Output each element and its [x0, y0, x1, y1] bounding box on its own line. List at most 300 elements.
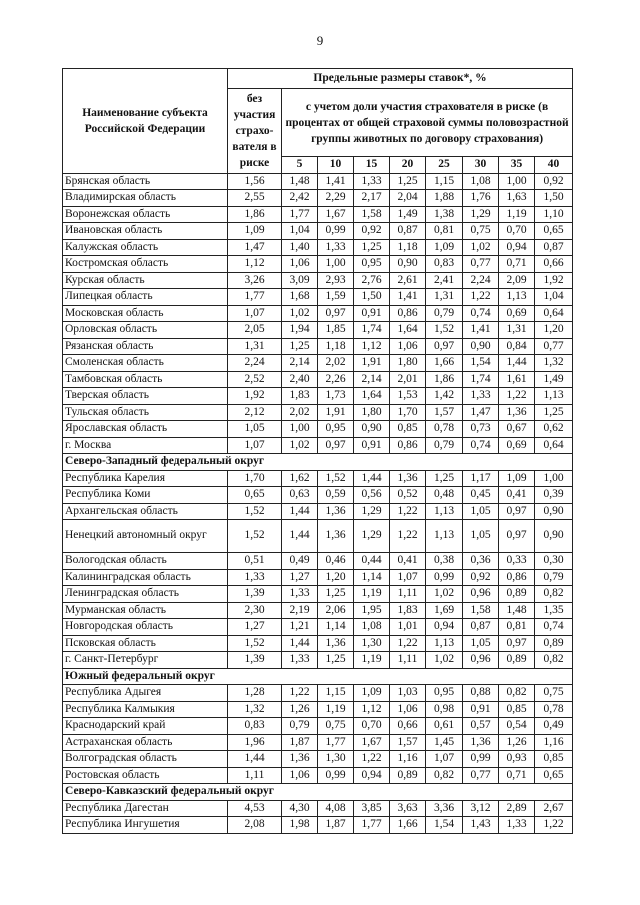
rate-share-25: 3,36 [426, 800, 463, 817]
rate-share-5: 1,00 [282, 421, 318, 438]
rate-share-30: 1,05 [463, 635, 499, 652]
rate-share-30: 0,96 [463, 586, 499, 603]
rate-share-40: 0,90 [535, 503, 573, 520]
rate-share-10: 0,46 [318, 553, 354, 570]
rate-share-10: 1,19 [318, 701, 354, 718]
rate-share-5: 1,33 [282, 652, 318, 669]
region-name: Калужская область [63, 239, 228, 256]
rate-share-10: 0,97 [318, 437, 354, 454]
rate-share-25: 1,02 [426, 586, 463, 603]
region-name: Костромская область [63, 256, 228, 273]
rate-share-35: 0,69 [499, 305, 535, 322]
rate-no-share: 1,47 [228, 239, 282, 256]
rate-no-share: 1,11 [228, 767, 282, 784]
table-row [63, 800, 573, 817]
table-row [63, 371, 573, 388]
region-name: Краснодарский край [63, 718, 228, 735]
rate-share-30: 0,87 [463, 619, 499, 636]
region-name: Ивановская область [63, 223, 228, 240]
rate-share-35: 1,48 [499, 602, 535, 619]
rate-share-30: 1,36 [463, 734, 499, 751]
rate-share-40: 0,39 [535, 487, 573, 504]
rate-share-35: 1,26 [499, 734, 535, 751]
rate-share-5: 1,94 [282, 322, 318, 339]
region-name: Республика Коми [63, 487, 228, 504]
rate-share-40: 0,89 [535, 635, 573, 652]
rate-share-30: 0,45 [463, 487, 499, 504]
rate-share-25: 0,81 [426, 223, 463, 240]
table-row [63, 404, 573, 421]
table-row [63, 206, 573, 223]
rate-share-35: 0,94 [499, 239, 535, 256]
rate-share-25: 0,38 [426, 553, 463, 570]
region-name: Тамбовская область [63, 371, 228, 388]
rate-share-30: 0,77 [463, 256, 499, 273]
header-share-30: 30 [463, 157, 499, 174]
rate-share-35: 1,19 [499, 206, 535, 223]
rate-share-15: 2,14 [354, 371, 390, 388]
rate-share-5: 1,77 [282, 206, 318, 223]
rate-no-share: 1,12 [228, 256, 282, 273]
rate-share-20: 1,53 [390, 388, 426, 405]
rate-no-share: 1,86 [228, 206, 282, 223]
rate-no-share: 1,52 [228, 520, 282, 553]
rate-share-35: 1,61 [499, 371, 535, 388]
rate-no-share: 4,53 [228, 800, 282, 817]
rate-share-30: 1,74 [463, 371, 499, 388]
rate-share-10: 1,85 [318, 322, 354, 339]
rate-share-15: 0,91 [354, 437, 390, 454]
rate-share-10: 1,73 [318, 388, 354, 405]
rate-share-15: 1,67 [354, 734, 390, 751]
rate-share-20: 0,86 [390, 437, 426, 454]
rate-share-25: 1,31 [426, 289, 463, 306]
rate-share-5: 1,02 [282, 305, 318, 322]
rate-no-share: 1,52 [228, 503, 282, 520]
rate-no-share: 1,33 [228, 569, 282, 586]
rate-share-20: 3,63 [390, 800, 426, 817]
rate-share-20: 1,66 [390, 817, 426, 834]
rate-share-20: 0,52 [390, 487, 426, 504]
table-row [63, 685, 573, 702]
rate-share-40: 0,30 [535, 553, 573, 570]
rate-share-25: 1,86 [426, 371, 463, 388]
rate-share-20: 1,07 [390, 569, 426, 586]
rate-share-35: 2,09 [499, 272, 535, 289]
rate-no-share: 2,08 [228, 817, 282, 834]
rate-share-25: 1,66 [426, 355, 463, 372]
rate-share-5: 1,02 [282, 437, 318, 454]
rate-share-40: 0,74 [535, 619, 573, 636]
rate-share-25: 1,54 [426, 817, 463, 834]
rate-share-40: 1,49 [535, 371, 573, 388]
rate-share-5: 1,25 [282, 338, 318, 355]
rate-share-15: 0,56 [354, 487, 390, 504]
rate-share-40: 2,67 [535, 800, 573, 817]
header-share-5: 5 [282, 157, 318, 174]
rate-share-20: 1,70 [390, 404, 426, 421]
rate-share-30: 1,41 [463, 322, 499, 339]
rate-share-30: 1,54 [463, 355, 499, 372]
table-row [63, 619, 573, 636]
region-name: Смоленская область [63, 355, 228, 372]
table-row [63, 520, 573, 553]
header-share-25: 25 [426, 157, 463, 174]
rate-share-25: 2,41 [426, 272, 463, 289]
rate-share-10: 1,36 [318, 520, 354, 553]
rate-share-20: 2,01 [390, 371, 426, 388]
rate-share-25: 1,13 [426, 520, 463, 553]
rate-share-5: 2,14 [282, 355, 318, 372]
rate-share-30: 1,02 [463, 239, 499, 256]
rate-share-5: 1,22 [282, 685, 318, 702]
rate-share-20: 1,06 [390, 701, 426, 718]
rate-share-25: 0,61 [426, 718, 463, 735]
rate-share-20: 1,22 [390, 635, 426, 652]
table-row [63, 718, 573, 735]
rate-no-share: 2,55 [228, 190, 282, 207]
rate-share-30: 0,74 [463, 305, 499, 322]
rate-share-35: 0,41 [499, 487, 535, 504]
rate-share-30: 2,24 [463, 272, 499, 289]
rate-share-30: 0,88 [463, 685, 499, 702]
rate-share-5: 1,06 [282, 767, 318, 784]
rate-share-25: 1,09 [426, 239, 463, 256]
rate-share-25: 0,48 [426, 487, 463, 504]
rate-share-10: 1,25 [318, 652, 354, 669]
rate-share-5: 1,26 [282, 701, 318, 718]
table-body [63, 173, 573, 833]
rate-share-15: 0,92 [354, 223, 390, 240]
rate-share-10: 1,20 [318, 569, 354, 586]
section-row [63, 784, 573, 801]
rate-no-share: 1,70 [228, 470, 282, 487]
rate-share-5: 1,36 [282, 751, 318, 768]
rate-share-35: 1,31 [499, 322, 535, 339]
rate-share-15: 1,74 [354, 322, 390, 339]
rate-share-25: 0,79 [426, 305, 463, 322]
rate-share-10: 1,87 [318, 817, 354, 834]
region-name: Астраханская область [63, 734, 228, 751]
rate-share-25: 1,25 [426, 470, 463, 487]
rate-share-10: 1,59 [318, 289, 354, 306]
rate-share-15: 2,17 [354, 190, 390, 207]
rate-share-30: 3,12 [463, 800, 499, 817]
rate-share-25: 1,02 [426, 652, 463, 669]
rate-share-35: 0,33 [499, 553, 535, 570]
rate-share-10: 1,91 [318, 404, 354, 421]
rate-share-35: 0,93 [499, 751, 535, 768]
rate-share-5: 1,44 [282, 635, 318, 652]
rate-share-25: 1,07 [426, 751, 463, 768]
rate-share-5: 2,02 [282, 404, 318, 421]
table-row [63, 421, 573, 438]
rate-share-40: 1,20 [535, 322, 573, 339]
table-row [63, 586, 573, 603]
rate-share-30: 1,58 [463, 602, 499, 619]
region-name: Ленинградская область [63, 586, 228, 603]
rate-share-35: 0,67 [499, 421, 535, 438]
rate-share-20: 1,36 [390, 470, 426, 487]
region-name: г. Санкт-Петербург [63, 652, 228, 669]
rate-share-35: 0,86 [499, 569, 535, 586]
rate-share-20: 0,41 [390, 553, 426, 570]
header-no-share-column: без участия страхо-вателя в риске [228, 89, 282, 174]
rate-share-5: 1,33 [282, 586, 318, 603]
rate-share-5: 1,62 [282, 470, 318, 487]
region-name: Республика Ингушетия [63, 817, 228, 834]
region-name: Воронежская область [63, 206, 228, 223]
rate-no-share: 1,09 [228, 223, 282, 240]
rate-share-10: 0,75 [318, 718, 354, 735]
rate-share-40: 1,92 [535, 272, 573, 289]
rate-share-15: 1,08 [354, 619, 390, 636]
rate-share-40: 0,82 [535, 652, 573, 669]
section-row [63, 454, 573, 471]
rate-share-10: 2,29 [318, 190, 354, 207]
table-row [63, 239, 573, 256]
rates-table [62, 68, 573, 834]
rate-no-share: 1,44 [228, 751, 282, 768]
region-name: Тульская область [63, 404, 228, 421]
rate-no-share: 1,07 [228, 437, 282, 454]
table-row [63, 322, 573, 339]
rate-share-40: 1,32 [535, 355, 573, 372]
rate-share-35: 2,89 [499, 800, 535, 817]
rate-share-10: 2,06 [318, 602, 354, 619]
rate-share-40: 1,13 [535, 388, 573, 405]
rate-share-25: 0,79 [426, 437, 463, 454]
region-name: Республика Карелия [63, 470, 228, 487]
rate-share-5: 0,49 [282, 553, 318, 570]
rate-no-share: 1,32 [228, 701, 282, 718]
rate-share-10: 1,36 [318, 635, 354, 652]
rate-share-10: 0,59 [318, 487, 354, 504]
rate-share-35: 1,09 [499, 470, 535, 487]
rate-share-20: 0,89 [390, 767, 426, 784]
table-row [63, 272, 573, 289]
rate-share-10: 1,52 [318, 470, 354, 487]
rate-no-share: 1,39 [228, 652, 282, 669]
rate-share-35: 1,36 [499, 404, 535, 421]
rate-share-30: 0,99 [463, 751, 499, 768]
rate-share-15: 1,50 [354, 289, 390, 306]
rate-share-35: 1,13 [499, 289, 535, 306]
rate-share-20: 1,11 [390, 586, 426, 603]
rate-share-40: 0,85 [535, 751, 573, 768]
region-name: Ненецкий автономный округ [63, 520, 228, 553]
rate-no-share: 3,26 [228, 272, 282, 289]
rate-share-40: 0,62 [535, 421, 573, 438]
table-row [63, 503, 573, 520]
rate-no-share: 0,51 [228, 553, 282, 570]
rate-share-15: 0,95 [354, 256, 390, 273]
rate-share-10: 4,08 [318, 800, 354, 817]
rate-share-40: 0,65 [535, 767, 573, 784]
rate-share-10: 1,36 [318, 503, 354, 520]
rate-share-30: 1,33 [463, 388, 499, 405]
rate-share-5: 1,04 [282, 223, 318, 240]
rate-share-15: 1,33 [354, 173, 390, 190]
rate-share-35: 1,00 [499, 173, 535, 190]
rate-share-20: 1,83 [390, 602, 426, 619]
rate-share-30: 0,73 [463, 421, 499, 438]
rate-share-25: 0,95 [426, 685, 463, 702]
header-share-title: с учетом доли участия страхователя в риске (в процентах от общей страховой суммы половозрастной группы животных по договору страхования) [282, 89, 573, 157]
rate-share-20: 1,49 [390, 206, 426, 223]
section-title: Северо-Западный федеральный округ [63, 454, 573, 471]
rate-share-5: 1,27 [282, 569, 318, 586]
rate-share-10: 2,26 [318, 371, 354, 388]
header-name-column: Наименование субъекта Российской Федерации [63, 69, 228, 174]
rate-no-share: 1,96 [228, 734, 282, 751]
header-share-10: 10 [318, 157, 354, 174]
header-share-20: 20 [390, 157, 426, 174]
rate-share-35: 1,63 [499, 190, 535, 207]
rate-share-25: 1,45 [426, 734, 463, 751]
rate-share-35: 0,69 [499, 437, 535, 454]
rate-share-20: 1,01 [390, 619, 426, 636]
rate-share-10: 2,93 [318, 272, 354, 289]
rate-share-5: 1,40 [282, 239, 318, 256]
rate-share-10: 1,25 [318, 586, 354, 603]
rate-share-15: 0,91 [354, 305, 390, 322]
rate-share-35: 0,97 [499, 635, 535, 652]
rate-share-35: 1,22 [499, 388, 535, 405]
rate-share-30: 1,05 [463, 503, 499, 520]
rate-share-25: 1,88 [426, 190, 463, 207]
region-name: Московская область [63, 305, 228, 322]
rate-no-share: 2,24 [228, 355, 282, 372]
rate-share-15: 0,94 [354, 767, 390, 784]
rate-share-5: 1,48 [282, 173, 318, 190]
rate-share-40: 1,25 [535, 404, 573, 421]
rate-no-share: 1,77 [228, 289, 282, 306]
rate-share-5: 1,68 [282, 289, 318, 306]
rate-share-30: 1,43 [463, 817, 499, 834]
rate-share-40: 0,77 [535, 338, 573, 355]
table-row [63, 652, 573, 669]
rate-share-40: 0,82 [535, 586, 573, 603]
rate-no-share: 1,31 [228, 338, 282, 355]
rate-share-25: 1,52 [426, 322, 463, 339]
table-row [63, 338, 573, 355]
rate-share-30: 0,77 [463, 767, 499, 784]
region-name: Курская область [63, 272, 228, 289]
region-name: г. Москва [63, 437, 228, 454]
rate-share-20: 0,87 [390, 223, 426, 240]
region-name: Архангельская область [63, 503, 228, 520]
rate-share-15: 1,25 [354, 239, 390, 256]
rate-share-15: 1,44 [354, 470, 390, 487]
rate-share-15: 1,09 [354, 685, 390, 702]
rate-share-40: 1,50 [535, 190, 573, 207]
rate-share-20: 2,04 [390, 190, 426, 207]
rate-share-30: 1,76 [463, 190, 499, 207]
rate-share-30: 0,36 [463, 553, 499, 570]
table-row [63, 487, 573, 504]
header-share-35: 35 [499, 157, 535, 174]
region-name: Новгородская область [63, 619, 228, 636]
rate-share-15: 1,95 [354, 602, 390, 619]
rate-share-20: 1,22 [390, 503, 426, 520]
rate-share-35: 0,70 [499, 223, 535, 240]
region-name: Республика Калмыкия [63, 701, 228, 718]
rate-no-share: 1,39 [228, 586, 282, 603]
region-name: Владимирская область [63, 190, 228, 207]
rate-share-15: 1,12 [354, 701, 390, 718]
table-row [63, 635, 573, 652]
rate-no-share: 1,05 [228, 421, 282, 438]
rate-share-40: 0,65 [535, 223, 573, 240]
rate-share-20: 1,06 [390, 338, 426, 355]
rate-share-10: 1,14 [318, 619, 354, 636]
rate-share-20: 1,18 [390, 239, 426, 256]
rate-share-40: 0,90 [535, 520, 573, 553]
rate-share-40: 1,22 [535, 817, 573, 834]
section-title: Северо-Кавказский федеральный округ [63, 784, 573, 801]
rate-share-30: 0,57 [463, 718, 499, 735]
region-name: Рязанская область [63, 338, 228, 355]
rate-share-5: 2,42 [282, 190, 318, 207]
section-title: Южный федеральный округ [63, 668, 573, 685]
rate-share-20: 1,11 [390, 652, 426, 669]
rate-share-5: 2,19 [282, 602, 318, 619]
rate-share-10: 1,30 [318, 751, 354, 768]
rate-share-35: 0,85 [499, 701, 535, 718]
rate-share-40: 1,10 [535, 206, 573, 223]
rate-share-20: 1,80 [390, 355, 426, 372]
rate-share-5: 1,44 [282, 520, 318, 553]
rate-share-5: 1,44 [282, 503, 318, 520]
rate-share-5: 3,09 [282, 272, 318, 289]
rate-share-35: 0,54 [499, 718, 535, 735]
rate-share-15: 1,29 [354, 520, 390, 553]
rate-share-30: 1,22 [463, 289, 499, 306]
rate-share-40: 1,35 [535, 602, 573, 619]
rate-share-25: 1,69 [426, 602, 463, 619]
rate-share-20: 0,66 [390, 718, 426, 735]
rate-share-25: 0,78 [426, 421, 463, 438]
rate-share-15: 3,85 [354, 800, 390, 817]
rate-no-share: 1,07 [228, 305, 282, 322]
table-row [63, 289, 573, 306]
rate-share-20: 1,64 [390, 322, 426, 339]
rate-share-15: 1,77 [354, 817, 390, 834]
rate-share-10: 1,67 [318, 206, 354, 223]
rate-share-20: 0,85 [390, 421, 426, 438]
rate-share-20: 1,25 [390, 173, 426, 190]
rate-share-25: 1,38 [426, 206, 463, 223]
rate-share-25: 0,98 [426, 701, 463, 718]
rate-share-15: 1,91 [354, 355, 390, 372]
rate-share-40: 0,64 [535, 437, 573, 454]
rate-no-share: 0,65 [228, 487, 282, 504]
rate-share-15: 1,14 [354, 569, 390, 586]
rate-share-20: 1,03 [390, 685, 426, 702]
rate-share-10: 0,97 [318, 305, 354, 322]
rate-share-25: 0,83 [426, 256, 463, 273]
rate-share-25: 0,97 [426, 338, 463, 355]
rate-share-30: 0,75 [463, 223, 499, 240]
rate-share-10: 0,95 [318, 421, 354, 438]
table-row [63, 734, 573, 751]
rate-share-40: 0,66 [535, 256, 573, 273]
rate-share-10: 1,77 [318, 734, 354, 751]
header-group-title: Предельные размеры ставок*, % [228, 69, 573, 89]
rate-share-20: 1,22 [390, 520, 426, 553]
rate-share-10: 1,15 [318, 685, 354, 702]
